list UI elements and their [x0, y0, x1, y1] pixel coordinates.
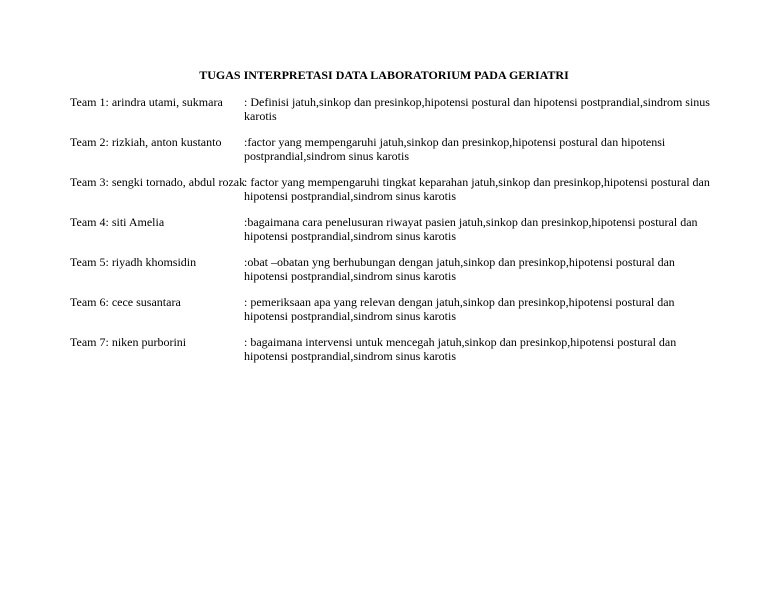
team-row-5 [70, 256, 710, 283]
team-name: Team 5: riyadh khomsidin [70, 255, 197, 269]
team-task: : bagaimana intervensi untuk mencegah jatuh,sinkop dan presinkop,hipotensi postural dan hipotensi postprandial,sindrom sinus karotis [244, 335, 677, 363]
team-task: :bagaimana cara penelusuran riwayat pasien jatuh,sinkop dan presinkop,hipotensi postural dan hipotensi postprandial,sindrom sinus karotis [244, 215, 698, 243]
team-name: Team 4: siti Amelia [70, 215, 165, 229]
team-task: : Definisi jatuh,sinkop dan presinkop,hipotensi postural dan hipotensi postprandial,sindrom sinus karotis [244, 95, 710, 123]
team-row-4 [70, 216, 710, 243]
document-title: TUGAS INTERPRETASI DATA LABORATORIUM PADA GERIATRI [199, 68, 569, 82]
team-name: Team 6: cece susantara [70, 295, 181, 309]
team-name: Team 7: niken purborini [70, 335, 187, 349]
team-row-1 [70, 96, 710, 123]
team-row-6 [70, 296, 710, 323]
team-name: Team 3: sengki tornado, abdul rozak [70, 175, 246, 189]
team-task: :factor yang mempengaruhi jatuh,sinkop dan presinkop,hipotensi postural dan hipotensi postprandial,sindrom sinus karotis [244, 135, 666, 163]
team-task: :obat –obatan yng berhubungan dengan jatuh,sinkop dan presinkop,hipotensi postural dan hipotensi postprandial,sindrom sinus karotis [244, 255, 675, 283]
team-name: Team 1: arindra utami, sukmara [70, 95, 223, 109]
team-row-3 [70, 176, 710, 203]
team-name: Team 2: rizkiah, anton kustanto [70, 135, 222, 149]
team-row-2 [70, 136, 710, 163]
team-row-7 [70, 336, 710, 363]
team-list [70, 96, 710, 376]
team-task: : factor yang mempengaruhi tingkat keparahan jatuh,sinkop dan presinkop,hipotensi postural dan hipotensi postprandial,sindrom sinus karotis [244, 175, 710, 203]
team-task: : pemeriksaan apa yang relevan dengan jatuh,sinkop dan presinkop,hipotensi postural dan hipotensi postprandial,sindrom sinus karotis [244, 295, 675, 323]
